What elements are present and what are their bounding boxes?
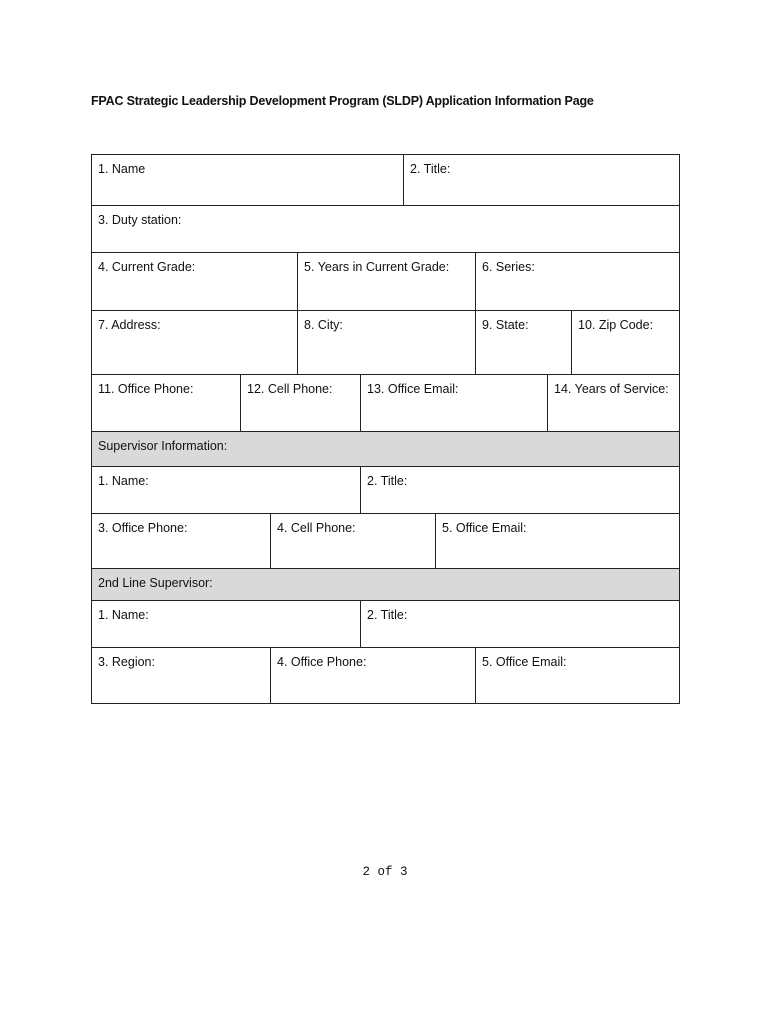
second-line-region-field[interactable]: 3. Region: [91, 647, 271, 704]
supervisor-office-email-field[interactable]: 5. Office Email: [435, 513, 680, 569]
applicant-title-field[interactable]: 2. Title: [403, 154, 680, 206]
supervisor-title-field[interactable]: 2. Title: [360, 466, 680, 514]
office-phone-field[interactable]: 11. Office Phone: [91, 374, 241, 432]
page-title: FPAC Strategic Leadership Development Program (SLDP) Application Information Page [91, 94, 594, 108]
page-number: 2 of 3 [362, 865, 408, 879]
supervisor-cell-phone-field[interactable]: 4. Cell Phone: [270, 513, 436, 569]
second-line-office-email-field[interactable]: 5. Office Email: [475, 647, 680, 704]
duty-station-field[interactable]: 3. Duty station: [91, 205, 680, 253]
supervisor-name-field[interactable]: 1. Name: [91, 466, 361, 514]
address-field[interactable]: 7. Address: [91, 310, 298, 375]
supervisor-section-header: Supervisor Information: [91, 431, 680, 467]
series-field[interactable]: 6. Series: [475, 252, 680, 311]
second-line-title-field[interactable]: 2. Title: [360, 600, 680, 648]
years-of-service-field[interactable]: 14. Years of Service: [547, 374, 680, 432]
cell-phone-field[interactable]: 12. Cell Phone: [240, 374, 361, 432]
years-in-grade-field[interactable]: 5. Years in Current Grade: [297, 252, 476, 311]
second-line-section-header: 2nd Line Supervisor: [91, 568, 680, 601]
state-field[interactable]: 9. State: [475, 310, 572, 375]
supervisor-office-phone-field[interactable]: 3. Office Phone: [91, 513, 271, 569]
second-line-office-phone-field[interactable]: 4. Office Phone: [270, 647, 476, 704]
city-field[interactable]: 8. City: [297, 310, 476, 375]
second-line-name-field[interactable]: 1. Name: [91, 600, 361, 648]
zip-code-field[interactable]: 10. Zip Code: [571, 310, 680, 375]
current-grade-field[interactable]: 4. Current Grade: [91, 252, 298, 311]
applicant-name-field[interactable]: 1. Name [91, 154, 404, 206]
office-email-field[interactable]: 13. Office Email: [360, 374, 548, 432]
